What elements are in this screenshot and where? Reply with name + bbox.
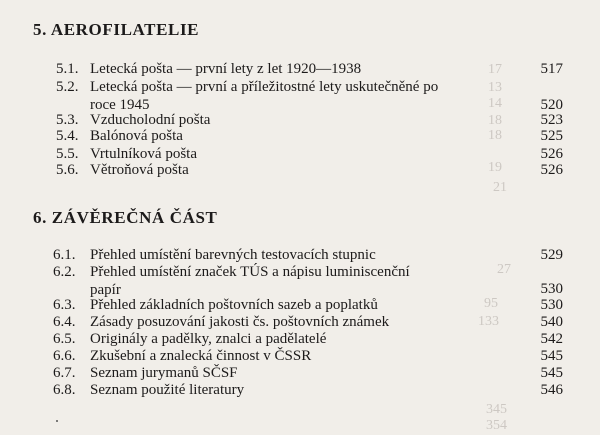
entry-page: 517 — [540, 61, 563, 77]
entry-number: 6.4. — [53, 314, 76, 330]
entry-number: 5.2. — [56, 79, 79, 95]
bleed-through: 27 — [497, 262, 511, 277]
entry-title: Balónová pošta — [90, 128, 183, 144]
entry-title: Přehled umístění barevných testovacích stupnic — [90, 247, 376, 263]
bleed-through: 345 — [486, 402, 507, 417]
entry-page: 520 — [540, 97, 563, 113]
bleed-through: 17 — [488, 62, 502, 77]
entry-number: 6.1. — [53, 247, 76, 263]
entry-page: 526 — [540, 146, 563, 162]
bleed-through: 18 — [488, 113, 502, 128]
entry-title: Seznam použité literatury — [90, 382, 245, 398]
entry-number: 5.5. — [56, 146, 79, 162]
bleed-through: 13 — [488, 80, 502, 95]
entry-title: Přehled základních poštovních sazeb a poplatků — [90, 297, 378, 313]
entry-number: 5.4. — [56, 128, 79, 144]
entry-page: 540 — [540, 314, 563, 330]
entry-number: 6.3. — [53, 297, 76, 313]
entry-number: 6.8. — [53, 382, 76, 398]
bleed-through: 354 — [486, 418, 507, 433]
entry-title: Seznam jurymanů SČSF — [90, 365, 238, 381]
entry-page: 542 — [540, 331, 563, 347]
entry-number: 5.3. — [56, 112, 79, 128]
entry-title: Vzducholodní pošta — [90, 112, 211, 128]
bleed-through: 95 — [484, 296, 498, 311]
entry-page: 529 — [540, 247, 563, 263]
bleed-through: 14 — [488, 96, 502, 111]
bleed-through: 21 — [493, 180, 507, 195]
entry-title: Větroňová pošta — [90, 162, 189, 178]
entry-title: Přehled umístění značek TÚS a nápisu luminiscenční papír — [90, 264, 410, 298]
entry-number: 5.6. — [56, 162, 79, 178]
section-heading: 5. AEROFILATELIE — [33, 20, 200, 39]
section-heading: 6. ZÁVĚREČNÁ ČÁST — [33, 208, 218, 227]
ink-speck — [56, 420, 58, 422]
entry-title: Vrtulníková pošta — [90, 146, 197, 162]
entry-number: 5.1. — [56, 61, 79, 77]
entry-page: 546 — [540, 382, 563, 398]
entry-number: 6.5. — [53, 331, 76, 347]
entry-page: 530 — [540, 281, 563, 297]
entry-page: 525 — [540, 128, 563, 144]
entry-number: 6.6. — [53, 348, 76, 364]
bleed-through: 133 — [478, 314, 499, 329]
entry-page: 530 — [540, 297, 563, 313]
entry-title: Zásady posuzování jakosti čs. poštovních známek — [90, 314, 390, 330]
entry-title: Zkušební a znalecká činnost v ČSSR — [90, 348, 312, 364]
entry-title: Originály a padělky, znalci a padělatelé — [90, 331, 327, 347]
entry-title: Letecká pošta — první lety z let 1920—1938 — [90, 61, 362, 77]
bleed-through: 18 — [488, 128, 502, 143]
bleed-through: 19 — [488, 160, 502, 175]
entry-number: 6.2. — [53, 264, 76, 280]
entry-page: 545 — [540, 348, 563, 364]
entry-number: 6.7. — [53, 365, 76, 381]
entry-page: 526 — [540, 162, 563, 178]
entry-page: 523 — [540, 112, 563, 128]
entry-title: Letecká pošta — první a příležitostné lety uskutečněné po roce 1945 — [90, 79, 439, 113]
entry-page: 545 — [540, 365, 563, 381]
